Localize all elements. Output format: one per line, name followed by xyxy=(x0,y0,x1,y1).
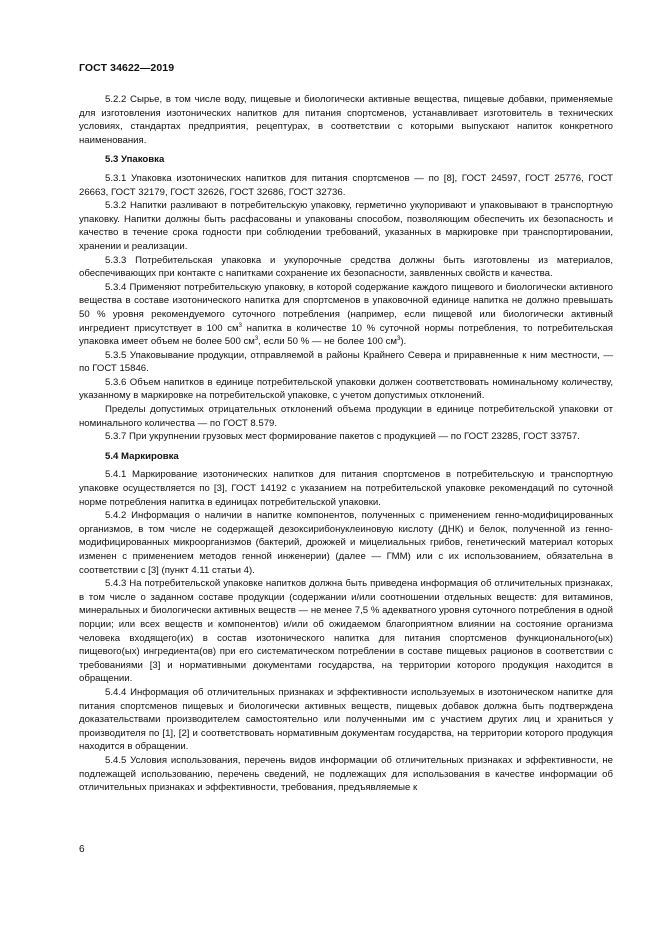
paragraph-5-3-4 xyxy=(79,281,613,349)
section-heading-5-4: 5.4 Маркировка xyxy=(105,450,179,462)
paragraph-5-3-4-part-b: напитка в количестве 10 % суточной нормы потребления, то потребительская упаковка имеет объем не более 500 см xyxy=(79,322,613,348)
paragraph-5-4-2: 5.4.2 Информация о наличии в напитке компонентов, полученных с применением генно-модифицированных организмов, в том числе не содержащей дезоксирибонуклеиновую кислоту (ДНК) и белок, полученной из генно-модифицированных микроорганизмов (бактерий, дрожжей и мицелиальных грибов, генетический материал которых изменен с применением методов генной инженерии) (далее — ГММ) или с их использованием, обязательна в соответствии с [3] (пункт 4.11 статьи 4). xyxy=(79,510,613,576)
paragraph-5-3-1: 5.3.1 Упаковка изотонических напитков для питания спортсменов — по [8], ГОСТ 24597, ГОСТ 25776, ГОСТ 26663, ГОСТ 32179, ГОСТ 32626, ГОСТ 32686, ГОСТ 32736. xyxy=(79,172,613,198)
paragraph-5-3-3: 5.3.3 Потребительская упаковка и укупорочные средства должны быть изготовлены из материалов, обеспечивающих при контакте с напитками сохранение их безопасности, заявленных свойств и качества. xyxy=(79,254,613,280)
superscript-3: 3 xyxy=(238,322,242,329)
paragraph-5-3-4-part-c: , если 50 % — не более 100 см xyxy=(258,336,398,348)
superscript-3: 3 xyxy=(254,336,259,343)
paragraph-5-4-4: 5.4.4 Информация об отличительных признаках и эффективности используемых в изотоническом напитке для питания спортсменов пищевых и биологически активных веществ, пищевых добавок должна быть подтверждена доказательствами производителем самостоятельно или полученными им с участием других лиц и храниться у производителя по [1], [2] и соответствовать нормативным документам государства, на территории которого продукция находится в обращении. xyxy=(79,686,613,753)
paragraph-5-4-3: 5.4.3 На потребительской упаковке напитков должна быть приведена информация об отличительных признаках, в том числе о заданном составе продукции (содержании и/или соотношении отдельных веществ: для витаминов, минеральных и биологически активных веществ — не менее 7,5 % адекватного уровня суточного потребления в одной порции; или всех веществ и компонентов) и/или об ожидаемом благоприятном влиянии на состояние организма человека входящего(их) в состав изотонического напитка для питания спортсменов функционального(ых) пищевого(ых) ингредиента(ов) при его систематическом потреблении в составе пищевых рационов в соответствии с требованиями [3] и нормативными документами государства, на территории которого продукция находится в обращении. xyxy=(79,578,613,685)
paragraph-5-3-4-part-d: ). xyxy=(400,336,407,348)
paragraph-5-3-2: 5.3.2 Напитки разливают в потребительскую упаковку, герметично укупоривают и упаковывают в транспортную упаковку. Напитки должны быть расфасованы и упакованы способом, позволяющим обеспечить их безопасность и качество в течение срока годности при соблюдении требований, указанных в маркировке при транспортировании, хранении и реализации. xyxy=(79,200,613,252)
paragraph-5-3-5: 5.3.5 Упаковывание продукции, отправляемой в районы Крайнего Севера и приравненные к ним местности, — по ГОСТ 15846. xyxy=(79,349,613,375)
paragraph-5-4-1: 5.4.1 Маркирование изотонических напитков для питания спортсменов в потребительскую и транспортную упаковке осуществляется по [3], ГОСТ 14192 с указанием на потребительской упаковке рекомендаций по суточной норме потребления напитка в единицах потребительской упаковки. xyxy=(79,469,613,508)
paragraph-5-2-2: 5.2.2 Сырье, в том числе воду, пищевые и биологически активные вещества, пищевые добавки, применяемые для изготовления изотонических напитков для питания спортсменов, устанавливает изготовитель в технических условиях, стандартах предприятия, рецептурах, в соответствии с которыми выпускают напиток конкретного наименования. xyxy=(79,94,613,146)
paragraph-5-3-4-part-a: 5.3.4 Применяют потребительскую упаковку, в которой содержание каждого пищевого и биологически активного вещества в составе изотонического напитка для спортсменов в упаковочной единице напитка не должно превышать 50 % уровня рекомендуемого суточного потребления (например, если пищевой или биологически активный ингредиент присутствует в 100 см xyxy=(79,281,613,334)
paragraph-limits: Пределы допустимых отрицательных отклонений объема продукции в единице потребительской упаковки от номинального количества — по ГОСТ 8.579. xyxy=(79,404,613,429)
paragraph-5-3-7: 5.3.7 При укрупнении грузовых мест формирование пакетов с продукцией — по ГОСТ 23285, ГОСТ 33757. xyxy=(105,431,580,443)
paragraph-5-4-5: 5.4.5 Условия использования, перечень видов информации об отличительных признаках и эффективности, не подлежащей использованию, перечень сведений, не подлежащих для использования в качестве информации об отличительных признаках и эффективности, требования, предъявляемые к xyxy=(79,754,613,794)
page-number: 6 xyxy=(79,844,85,855)
page-header: ГОСТ 34622—2019 xyxy=(79,62,175,74)
document-body xyxy=(79,93,613,795)
section-heading-5-3: 5.3 Упаковка xyxy=(105,154,165,166)
paragraph-5-3-6: 5.3.6 Объем напитков в единице потребительской упаковки должен соответствовать номинальному количеству, указанному в маркировке на потребительской упаковке, с учетом допустимых отклонений. xyxy=(79,376,613,402)
superscript-3: 3 xyxy=(397,336,401,343)
